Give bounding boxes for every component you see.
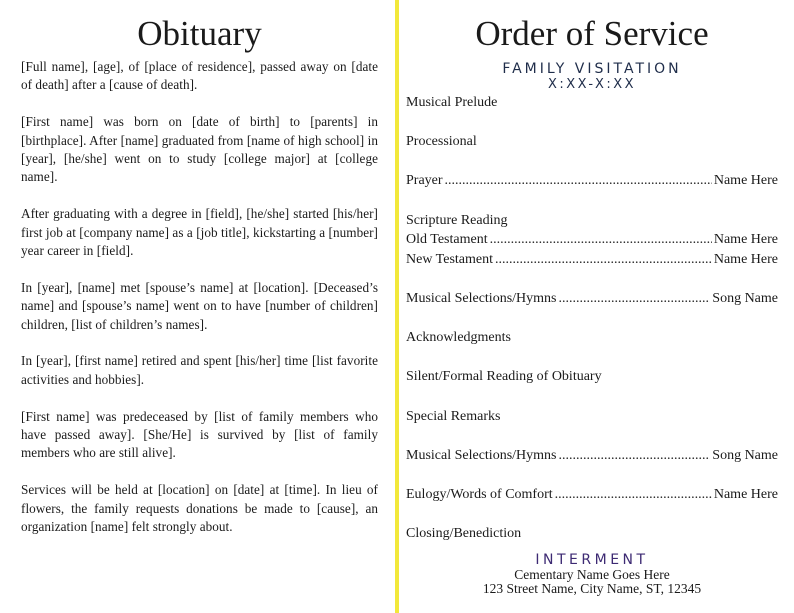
- obituary-paragraph: After graduating with a degree in [field], [he/she] started [his/her] first job at [company name] as a [job title], kickstarting a [number] year career in [field].: [21, 206, 378, 259]
- obituary-paragraph: [First name] was predeceased by [list of family members who have passed away]. [She/He] is survived by [list of family members who are still alive].: [21, 408, 378, 461]
- service-title: Order of Service: [475, 14, 709, 53]
- obituary-paragraph: Services will be held at [location] on [date] at [time]. In lieu of flowers, the family requests donations be made to [cause], an organization [name] felt strongly about.: [21, 482, 378, 535]
- program-item-value: Song Name: [712, 290, 778, 306]
- obituary-body: [21, 58, 378, 536]
- obituary-panel: [21, 0, 378, 555]
- cemetery-name: Cementary Name Goes Here: [514, 566, 670, 582]
- program-item-eulogy: [406, 485, 778, 505]
- page-divider: [395, 0, 399, 613]
- program-item-value: Name Here: [713, 486, 778, 502]
- interment-heading: INTERMENT: [535, 551, 649, 568]
- program-item-value: Name Here: [713, 251, 778, 267]
- obituary-paragraph: [First name] was born on [date of birth] to [parents] in [birthplace]. After [name] graduated from [name of high school] in [year], [he/she] went on to study [college major] at [college name].: [21, 114, 378, 185]
- program-item-label: Eulogy/Words of Comfort: [406, 486, 553, 502]
- program-item-special-remarks: Special Remarks: [406, 408, 501, 424]
- obituary-title: Obituary: [137, 14, 262, 53]
- program-item-label: Musical Selections/Hymns: [406, 447, 557, 463]
- program-item-processional: Processional: [406, 134, 477, 150]
- program-item-musical-prelude: Musical Prelude: [406, 95, 498, 110]
- obituary-paragraph: [Full name], [age], of [place of residence], passed away on [date of death] after a [cause of death].: [21, 59, 378, 93]
- program-item-scripture-reading: Scripture Reading: [406, 212, 508, 228]
- program-item-label: New Testament: [406, 251, 494, 267]
- program-item-hymns-2: [406, 446, 778, 466]
- program-item-value: Name Here: [713, 232, 778, 248]
- obituary-paragraph: In [year], [name] met [spouse’s name] at [location]. [Deceased’s name] and [spouse’s name] went on to have [number of children] children, [list of children’s names].: [21, 279, 378, 332]
- visitation-heading: FAMILY VISITATION: [502, 61, 682, 77]
- visitation-time: X:XX-X:XX: [547, 77, 637, 92]
- program-item-label: Musical Selections/Hymns: [406, 290, 557, 306]
- obituary-paragraph: In [year], [first name] retired and spent [his/her] time [list favorite activities and hobbies].: [21, 353, 378, 387]
- program-item-closing: Closing/Benediction: [406, 526, 522, 542]
- program-item-value: Song Name: [712, 447, 778, 463]
- program-item-new-testament: [406, 250, 778, 270]
- program-item-label: Prayer: [406, 173, 443, 189]
- program-item-old-testament: [406, 230, 778, 250]
- service-program: [406, 93, 778, 544]
- cemetery-address: 123 Street Name, City Name, ST, 12345: [482, 580, 702, 596]
- order-of-service-panel: [406, 0, 778, 596]
- program-item-label: Old Testament: [406, 232, 488, 248]
- program-item-silent-reading: Silent/Formal Reading of Obituary: [406, 369, 602, 385]
- program-item-prayer: [406, 171, 778, 191]
- program-item-hymns-1: [406, 289, 778, 309]
- program-item-acknowledgments: Acknowledgments: [406, 330, 511, 346]
- program-item-value: Name Here: [713, 173, 778, 189]
